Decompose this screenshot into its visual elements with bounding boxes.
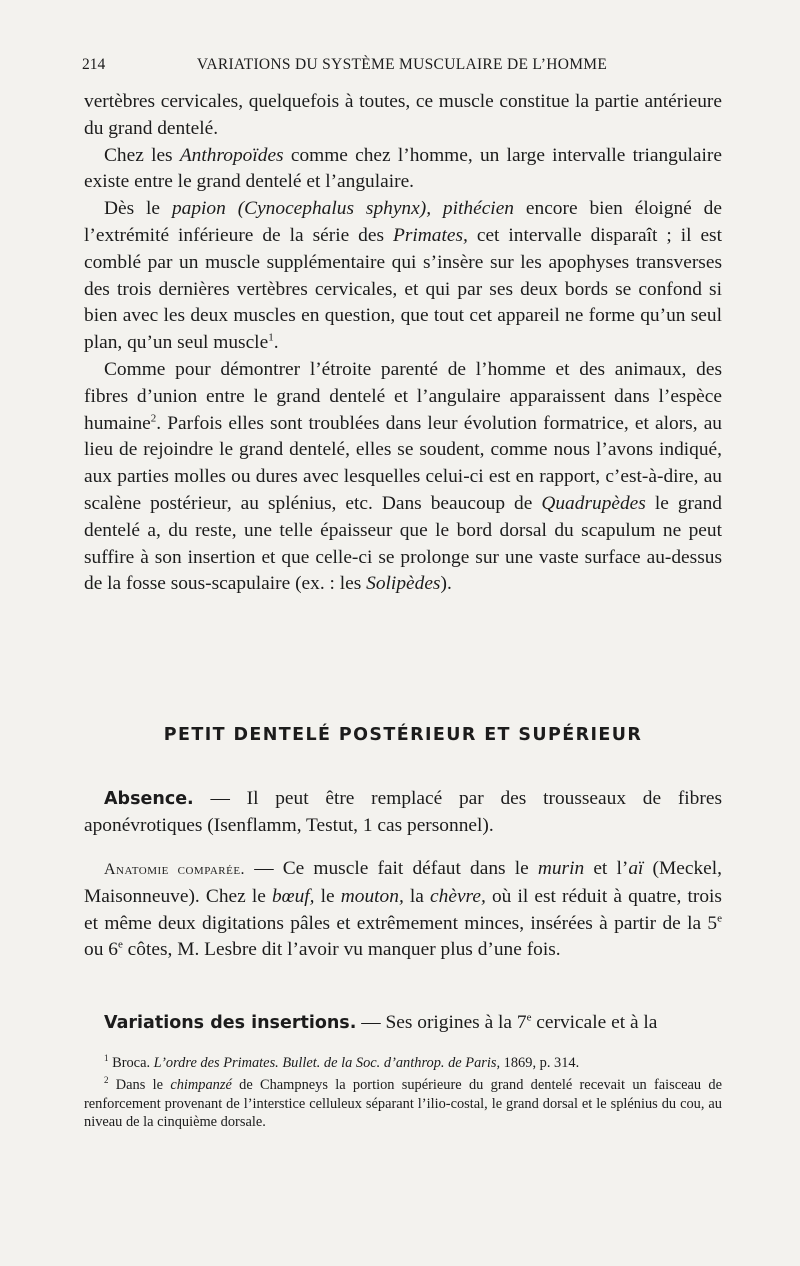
footnote-ref: 1 (268, 331, 274, 344)
variations-insertions-paragraph: Variations des insertions. — Ses origines à la 7e cervicale et à la (104, 1011, 658, 1033)
paragraph: Comme pour démontrer l’étroite parenté de l’homme et des animaux, des fibres d’union entre le grand dentelé et l’angulaire apparaissent dans l’espèce humaine$^2$. Parfois elles sont troublées dans leur évolution formatrice, et alors, au lieu de rejoindre le grand dentelé, elles se soudent, comme nous l’avons indiqué, aux parties molles ou dures avec lesquelles celui-ci est en rapport, c’est-à-dire, au scalène postérieur, au splénius, etc. Dans beaucoup de Quadrupèdes le grand dentelé a, du reste, une telle épaisseur que le bord dorsal du scapulum ne peut suffire à son insertion et que celle-ci se prolonge sur une vaste surface au-dessus de la fosse sous-scapulaire (ex. : les Solipèdes). (84, 358, 723, 595)
anatomie-comparee-paragraph: Anatomie comparée. — Ce muscle fait défaut dans le murin et l’aï (Meckel, Maisonneuve). Chez le bœuf, le mouton, la chèvre, où il est réduit à quatre, trois et même deux digitations pâles et extrêmement minces, insérées à partir de la 5e ou 6e côtes, M. Lesbre dit l’avoir vu manquer plus d’une fois. (84, 858, 722, 961)
grand-dentele-continuation (84, 89, 722, 598)
absence-paragraph: Absence. — Il peut être remplacé par des trousseaux de fibres aponévrotiques (Isenflamm, Testut, 1 cas personnel). (84, 788, 722, 836)
footnotes (84, 1054, 722, 1135)
subheading: Absence. (104, 789, 194, 809)
paragraph: vertèbres cervicales, quelquefois à toutes, ce muscle constitue la partie antérieure du grand dentelé. (84, 91, 722, 139)
section-heading: PETIT DENTELÉ POSTÉRIEUR ET SUPÉRIEUR (163, 725, 643, 745)
page-number: 214 (82, 56, 106, 73)
paragraph: Chez les Anthropoïdes comme chez l’homme, un large intervalle triangulaire existe entre le grand dentelé et l’angulaire. (84, 144, 722, 193)
footnote-1: $^1$ Broca. L’ordre des Primates. Bullet. de la Soc. d’anthrop. de Paris, 1869, p. 314. (104, 1053, 580, 1071)
running-header (82, 56, 722, 82)
paragraph: Dès le papion (Cynocephalus sphynx), pithécien encore bien éloigné de l’extrémité inférieure de la série des Primates, cet intervalle disparaît ; il est comblé par un muscle supplémentaire qui s’insère sur les apophyses transverses des trois dernières vertèbres cervicales, et qui par ses deux bords se confond si bien avec les deux muscles en question, que tout cet appareil ne forme qu’un seul plan, qu’un seul muscle$^1$. (84, 198, 722, 354)
running-title: VARIATIONS DU SYSTÈME MUSCULAIRE DE L’HOMME (196, 56, 608, 73)
footnote-2: $^2$ Dans le chimpanzé de Champneys la portion supérieure du grand dentelé recevait un faisceau de renforcement provenant de l’interstice celluleux séparant l’ilio-costal, le grand dorsal et le splénius du cou, au niveau de la cinquième dorsale. (84, 1075, 722, 1130)
subheading: Anatomie comparée. (104, 861, 246, 878)
subheading: Variations des insertions. (104, 1013, 357, 1033)
footnote-ref: 2 (150, 412, 157, 425)
